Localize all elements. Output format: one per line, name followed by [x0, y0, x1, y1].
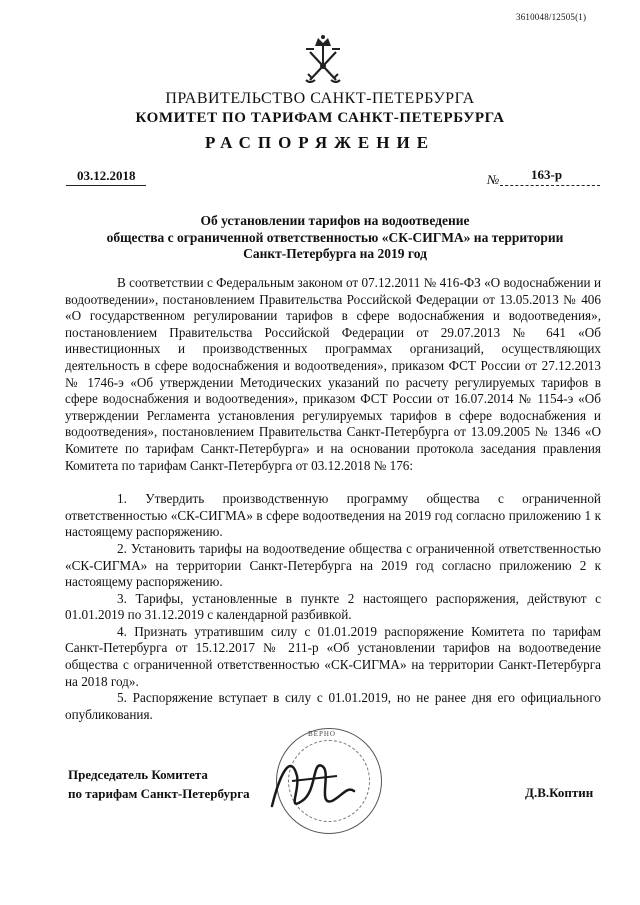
signer-name: Д.В.Коптин	[525, 785, 594, 800]
signer-title-line: Председатель Комитета	[68, 767, 208, 782]
date-underline	[66, 185, 146, 186]
number-underline	[500, 185, 600, 186]
document-code: 3610048/12505(1)	[516, 12, 587, 22]
order-item: 1. Утвердить производственную программу общества с ограниченной ответственностью «СК-СИГМА» в сфере водоотведения на 2019 год согласно приложению 1 к настоящему распоряжению.	[65, 491, 601, 540]
document-type-title: РАСПОРЯЖЕНИЕ	[204, 133, 436, 152]
signer-title-line: по тарифам Санкт-Петербурга	[68, 786, 250, 801]
subject-line: общества с ограниченной ответственностью «СК-СИГМА» на территории	[106, 229, 564, 245]
signer-title	[68, 765, 250, 803]
number-sign: №	[487, 172, 500, 187]
order-item: 4. Признать утратившим силу с 01.01.2019 распоряжение Комитета по тарифам Санкт-Петербурга от 15.12.2017 № 211-р «Об установлении тарифов на водоотведение общества с ограниченной ответственностью «СК-СИГМА» на территории Санкт-Петербурга на 2018 год».	[65, 623, 601, 689]
document-date: 03.12.2018	[77, 168, 136, 183]
subject-line: Санкт-Петербурга на 2019 год	[243, 246, 427, 261]
document-subject	[100, 213, 570, 263]
order-item: 3. Тарифы, установленные в пункте 2 настоящего распоряжения, действуют с 01.01.2019 по 31.12.2019 с календарной разбивкой.	[65, 590, 601, 623]
signature-icon	[262, 746, 362, 826]
stamp-text: ВЕРНО	[308, 730, 336, 738]
preamble-paragraph: В соответствии с Федеральным законом от 07.12.2011 № 416-ФЗ «О водоснабжении и водоотведении», постановлением Правительства Российской Федерации от 13.05.2013 № 406 «О государственном регулировании тарифов в сфере водоснабжения и водоотведения», постановлением Правительства Российской Федерации от 29.07.2013 № 641 «Об инвестиционных и производственных программах организаций, осуществляющих деятельность в сфере водоснабжения и водоотведения», приказом ФСТ России от 27.12.2013 № 1746-э «Об утверждении Методических указаний по расчету регулируемых тарифов в сфере водоснабжения и водоотведения», приказом ФСТ России от 16.07.2014 № 1154-э «Об утверждении Регламента установления регулируемых тарифов в сфере водоснабжения и водоотведения», постановлением Правительства Санкт-Петербурга от 13.09.2005 № 1346 «О Комитете по тарифам Санкт-Петербурга» и на основании протокола заседания правления Комитета по тарифам Санкт-Петербурга от 03.12.2018 № 176:	[65, 275, 601, 473]
document-body	[65, 275, 601, 723]
document-number: 163-р	[531, 167, 563, 182]
order-item: 2. Установить тарифы на водоотведение общества с ограниченной ответственностью «СК-СИГМА» на территории Санкт-Петербурга на 2019 год согласно приложению 2 к настоящему распоряжению.	[65, 540, 601, 590]
coat-of-arms-icon	[298, 34, 348, 86]
subject-line: Об установлении тарифов на водоотведение	[200, 213, 470, 228]
committee-heading: КОМИТЕТ ПО ТАРИФАМ САНКТ-ПЕТЕРБУРГА	[135, 110, 505, 126]
order-item: 5. Распоряжение вступает в силу с 01.01.2019, но не ранее дня его официального опубликования.	[65, 690, 601, 722]
government-heading: ПРАВИТЕЛЬСТВО САНКТ-ПЕТЕРБУРГА	[165, 90, 475, 107]
